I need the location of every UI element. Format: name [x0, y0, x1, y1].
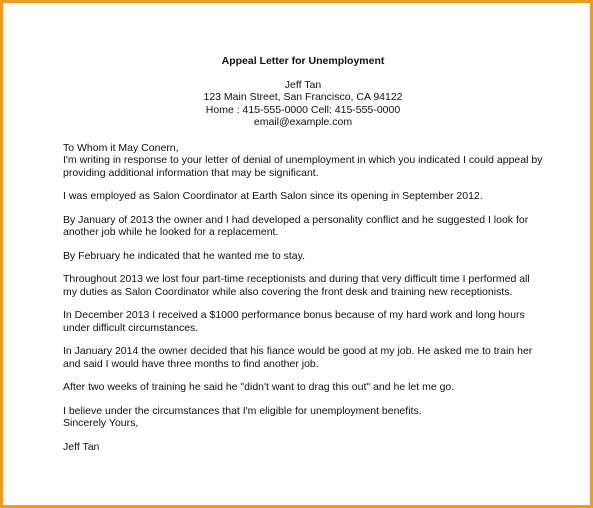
paragraph-2: I was employed as Salon Coordinator at Earth Salon since its opening in September 2012.	[63, 190, 483, 202]
sender-email: email@example.com	[253, 116, 353, 128]
letter-title: Appeal Letter for Unemployment	[221, 55, 385, 67]
salutation: To Whom it May Conern,	[63, 141, 179, 154]
paragraph-1: I'm writing in response to your letter of denial of unemployment in which you indicated I could appeal by providing additional information that may be significant.	[63, 154, 543, 179]
letter-body	[63, 55, 543, 453]
paragraph-6: In December 2013 I received a $1000 performance bonus because of my hard work and long hours under difficult circumstances.	[63, 309, 525, 334]
paragraph-4: By February he indicated that he wanted me to stay.	[63, 249, 306, 262]
paragraph-7: In January 2014 the owner decided that his fiance would be good at my job. He asked me to train her and said I would have three months to find another job.	[63, 345, 533, 370]
signature: Jeff Tan	[63, 440, 100, 453]
paragraph-5: Throughout 2013 we lost four part-time receptionists and during that very difficult time I performed all my duties as Salon Coordinator while also covering the front desk and training new receptionists.	[63, 273, 530, 298]
sender-name: Jeff Tan	[284, 78, 322, 91]
paragraph-8: After two weeks of training he said he "didn't want to drag this out" and he let me go.	[63, 381, 455, 393]
sender-phones: Home : 415-555-0000 Cell: 415-555-0000	[205, 103, 401, 116]
paragraph-9: I believe under the circumstances that I'm eligible for unemployment benefits.	[63, 404, 422, 417]
paragraph-3: By January of 2013 the owner and I had developed a personality conflict and he suggested I look for another job while he looked for a replacement.	[63, 213, 529, 238]
closing: Sincerely Yours,	[63, 417, 139, 429]
sender-block	[63, 79, 543, 129]
sender-address: 123 Main Street, San Francisco, CA 94122	[203, 91, 403, 103]
